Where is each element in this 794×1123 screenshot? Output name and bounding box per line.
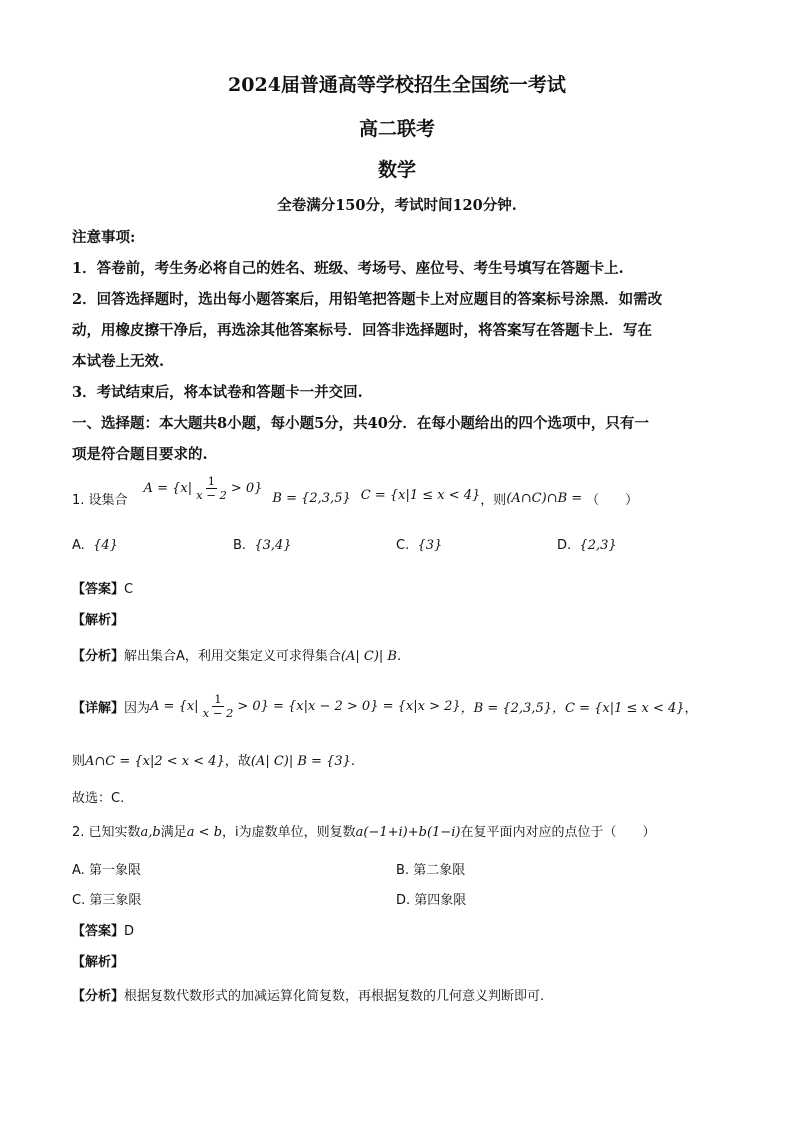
q2-option-a xyxy=(72,859,141,878)
q1-detail-fraction xyxy=(201,693,236,720)
q1-answer-value: C xyxy=(124,582,134,597)
q1-fraction-den: x − 2 xyxy=(196,487,227,502)
q1-set-a-left: A = {x| xyxy=(143,480,193,496)
q2-option-b xyxy=(396,859,465,878)
q1-option-a-label: A. xyxy=(72,538,85,553)
q2-answer-tag: 【答案】 xyxy=(72,924,125,939)
q1-option-d-value: {2,3} xyxy=(579,538,617,553)
q1-fraction xyxy=(194,475,229,502)
q1-analysis-tag-text: 【解析】 xyxy=(72,613,125,628)
q2-option-d-label: D. xyxy=(396,893,411,908)
note-1: 1．答卷前，考生务必将自己的姓名、班级、考场号、座位号、考生号填写在答题卡上. xyxy=(72,260,624,277)
q1-fenxi-expr: (A| C)| B. xyxy=(340,649,402,664)
q1-then-label: 则 xyxy=(72,754,86,769)
q2-answer xyxy=(72,920,134,939)
q2-option-b-label: B. xyxy=(396,863,410,878)
q2-answer-value: D xyxy=(124,924,135,939)
q1-prefix: 1. 设集合 xyxy=(72,492,128,508)
q2-fenxi xyxy=(72,985,544,1004)
q2-option-c xyxy=(72,889,141,908)
exam-subtitle: 高二联考 xyxy=(358,118,435,140)
note-2-line-1: 2．回答选择题时，选出每小题答案后，用铅笔把答题卡上对应题目的答案标号涂黑．如需改 xyxy=(72,291,663,308)
q2-fenxi-tag: 【分析】 xyxy=(72,989,125,1004)
q2-analysis-tag-text: 【解析】 xyxy=(72,955,125,970)
note-3: 3．考试结束后，将本试卷和答题卡一并交回. xyxy=(72,384,363,401)
q2-ab: a,b xyxy=(140,825,161,840)
q1-option-b-value: {3,4} xyxy=(254,538,292,553)
q1-gu: ，故 xyxy=(224,754,251,769)
q1-detail xyxy=(72,688,698,724)
exam-info: 全卷满分150分，考试时间120分钟. xyxy=(277,197,517,214)
note-2-line-3: 本试卷上无效. xyxy=(72,353,165,370)
question-1 xyxy=(72,473,732,518)
q2-fenxi-text: 根据复数代数形式的加减运算化简复数，再根据复数的几何意义判断即可. xyxy=(124,989,545,1004)
q1-option-c-label: C. xyxy=(396,538,410,553)
q1-set-c: C = {x|1 ≤ x < 4} xyxy=(360,487,481,503)
q1-set-a xyxy=(144,475,263,502)
q1-detail-because: 因为 xyxy=(124,700,151,716)
exam-title: 2024届普通高等学校招生全国统一考试 xyxy=(228,74,566,96)
q1-conclusion: 故选：C. xyxy=(72,791,125,806)
q1-answer-tag: 【答案】 xyxy=(72,582,125,597)
q2-option-d xyxy=(396,889,466,908)
q1-detail-b: ，B = {2,3,5} xyxy=(460,700,552,716)
q2-satisfy: 满足 xyxy=(160,825,187,840)
q1-option-c-value: {3} xyxy=(417,538,443,553)
q2-option-a-value: 第一象限 xyxy=(88,863,141,878)
q1-fraction-num: 1 xyxy=(207,473,216,488)
q1-then-line xyxy=(72,750,355,769)
q1-option-a xyxy=(72,538,118,553)
q2-prefix: 2. 已知实数 xyxy=(72,825,141,840)
q1-detail-fraction-num: 1 xyxy=(214,691,222,706)
q1-detail-tag: 【详解】 xyxy=(72,700,125,716)
q2-analysis-tag xyxy=(72,951,124,970)
q1-option-d xyxy=(557,538,617,553)
q1-answer xyxy=(72,578,133,597)
q1-expr: (A∩C)∩B = xyxy=(506,490,583,506)
q2-option-d-value: 第四象限 xyxy=(414,893,467,908)
q2-option-c-label: C. xyxy=(72,893,86,908)
q1-set-b: B = {2,3,5} xyxy=(272,490,351,506)
note-2-line-2: 动，用橡皮擦干净后，再选涂其他答案标号．回答非选择题时，将答案写在答题卡上．写在 xyxy=(72,322,652,339)
q1-detail-c: ，C = {x|1 ≤ x < 4} xyxy=(552,700,685,716)
q1-paren: （ ） xyxy=(586,492,639,508)
notes-heading: 注意事项: xyxy=(72,229,136,246)
question-2 xyxy=(72,821,655,840)
exam-subject: 数学 xyxy=(377,159,416,181)
q1-detail-fraction-den: x − 2 xyxy=(202,705,234,720)
q1-then-expr: A∩C = {x|2 < x < 4} xyxy=(85,754,225,769)
q2-i-text: ，i为虚数单位，则复数 xyxy=(222,825,356,840)
q2-expr: a(−1+i)+b(1−i) xyxy=(355,825,461,840)
q1-option-d-label: D. xyxy=(557,538,572,553)
q1-set-a-right: > 0} xyxy=(230,480,263,496)
q1-detail-a: A = {x| xyxy=(150,698,199,714)
q1-fenxi-tag: 【分析】 xyxy=(72,649,125,664)
q2-cond: a < b xyxy=(186,825,223,840)
q1-gu-expr: (A| C)| B = {3}. xyxy=(250,754,356,769)
section-heading-line-1: 一、选择题：本大题共8小题，每小题5分，共40分．在每小题给出的四个选项中，只有一 xyxy=(72,415,649,432)
q2-option-c-value: 第三象限 xyxy=(89,893,142,908)
q1-fenxi xyxy=(72,645,401,664)
q1-option-b-label: B. xyxy=(233,538,247,553)
q1-option-b xyxy=(233,538,292,553)
q1-then: ，则 xyxy=(480,492,507,508)
q1-option-c xyxy=(396,538,442,553)
q2-tail: 在复平面内对应的点位于（ ） xyxy=(460,825,656,840)
q1-detail-mid: > 0} = {x|x − 2 > 0} = {x|x > 2} xyxy=(237,698,461,714)
q2-option-a-label: A. xyxy=(72,863,85,878)
q2-option-b-value: 第二象限 xyxy=(413,863,466,878)
q1-fenxi-text: 解出集合A，利用交集定义可求得集合 xyxy=(124,649,341,664)
section-heading-line-2: 项是符合题目要求的. xyxy=(72,446,208,463)
q1-detail-end: ， xyxy=(684,700,698,716)
q1-analysis-tag xyxy=(72,609,124,628)
q1-option-a-value: {4} xyxy=(93,538,118,553)
